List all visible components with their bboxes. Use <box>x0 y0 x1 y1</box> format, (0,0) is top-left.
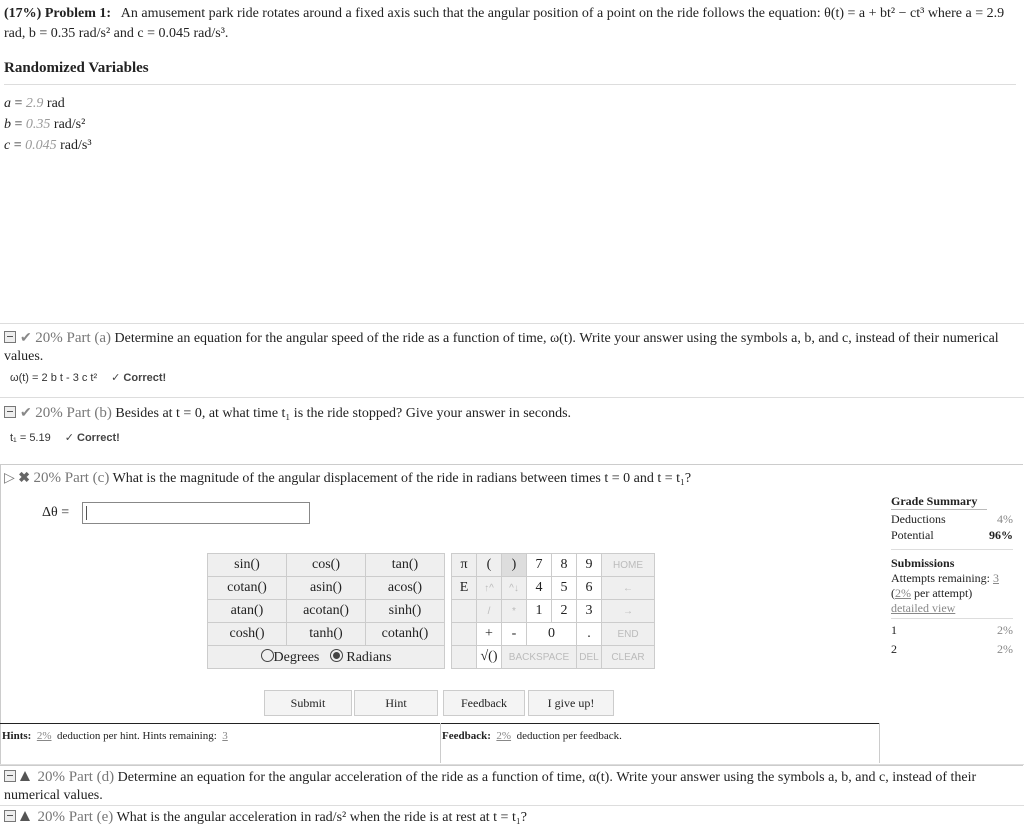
digit-5-button[interactable]: 5 <box>552 577 577 600</box>
part-c <box>4 469 1020 488</box>
check-icon: ✔ <box>20 406 32 421</box>
part-b-answer-value: 5.19 <box>29 432 51 444</box>
part-c-input-label: Δθ = <box>42 505 70 520</box>
collapse-icon[interactable] <box>4 331 16 343</box>
degrees-radio[interactable] <box>261 649 274 662</box>
digit-0-button[interactable]: 0 <box>527 623 577 646</box>
part-b-tag: 20% Part (b) <box>35 405 112 421</box>
warning-icon <box>20 771 30 781</box>
sin-button[interactable]: sin() <box>208 554 287 577</box>
expand-arrow-icon[interactable]: ▷ <box>4 471 15 486</box>
potential-row: Potential 96% <box>891 528 1013 542</box>
digit-4-button[interactable]: 4 <box>527 577 552 600</box>
submission-row: 2 2% <box>891 642 1013 656</box>
plus-button[interactable]: + <box>477 623 502 646</box>
feedback-button[interactable]: Feedback <box>443 690 525 716</box>
problem-percent: (17%) <box>4 6 42 21</box>
problem-statement <box>4 4 1020 44</box>
part-a-question: Determine an equation for the angular speed of the ride as a function of time, ω(t). Write your answer using the symbols a, b, and c, instead of their numerical values. <box>4 331 999 364</box>
problem-title: Problem 1: <box>44 6 112 21</box>
variable-b: b = 0.35 rad/s² <box>4 117 86 132</box>
divider <box>0 805 1024 806</box>
variable-a: a = 2.9 rad <box>4 96 65 111</box>
per-attempt: (2% per attempt) <box>891 586 973 600</box>
minus-button[interactable]: - <box>502 623 527 646</box>
correct-badge: ✓ Correct! <box>111 372 167 384</box>
digit-6-button[interactable]: 6 <box>577 577 602 600</box>
feedback-deduction: 2% <box>496 730 512 742</box>
text-cursor <box>86 506 87 520</box>
acotan-button[interactable]: acotan() <box>287 600 366 623</box>
clear-button[interactable]: CLEAR <box>602 646 655 669</box>
acos-button[interactable]: acos() <box>366 577 445 600</box>
part-d <box>4 768 1020 805</box>
home-button[interactable]: HOME <box>602 554 655 577</box>
part-b-question: Besides at t = 0, at what time t₁ is the ride stopped? Give your answer in seconds. <box>115 406 572 421</box>
detailed-view-link[interactable]: detailed view <box>891 601 956 615</box>
hints-remaining: 3 <box>222 730 228 742</box>
attempts-remaining: Attempts remaining: 3 <box>891 571 999 585</box>
angle-mode-selector <box>208 646 445 669</box>
cursor-right-button[interactable]: → <box>602 600 655 623</box>
radians-label: Radians <box>346 650 392 665</box>
randomized-variables-title: Randomized Variables <box>4 60 149 76</box>
superscript-up-button[interactable]: ↑^ <box>477 577 502 600</box>
variable-c: c = 0.045 rad/s³ <box>4 138 92 153</box>
divider <box>4 84 1016 85</box>
cosh-button[interactable]: cosh() <box>208 623 287 646</box>
cotan-button[interactable]: cotan() <box>208 577 287 600</box>
divide-button[interactable]: / <box>477 600 502 623</box>
tanh-button[interactable]: tanh() <box>287 623 366 646</box>
correct-badge: ✓ Correct! <box>64 432 120 444</box>
end-button[interactable]: END <box>602 623 655 646</box>
divider <box>879 723 880 763</box>
digit-1-button[interactable]: 1 <box>527 600 552 623</box>
part-e-question: What is the angular acceleration in rad/s² when the ride is at rest at t = t₁? <box>116 810 527 825</box>
check-icon: ✔ <box>20 331 32 346</box>
asin-button[interactable]: asin() <box>287 577 366 600</box>
problem-text: An amusement park ride rotates around a fixed axis such that the angular position of a point on the ride follows the equation: θ(t) = a + bt² − ct³ where a = 2.9 rad, b = 0.35 rad/s² and c = 0.045 rad/s³. <box>4 6 1005 41</box>
submissions-title: Submissions <box>891 556 955 570</box>
superscript-down-button[interactable]: ^↓ <box>502 577 527 600</box>
answer-input[interactable] <box>82 502 310 524</box>
hints-info: Hints: 2% deduction per hint. Hints remaining: 3 <box>2 730 228 742</box>
backspace-button[interactable]: BACKSPACE <box>502 646 577 669</box>
del-button[interactable]: DEL <box>577 646 602 669</box>
deductions-row: Deductions 4% <box>891 512 1013 526</box>
divider <box>0 723 440 724</box>
multiply-button[interactable]: * <box>502 600 527 623</box>
cursor-left-button[interactable]: ← <box>602 577 655 600</box>
feedback-info: Feedback: 2% deduction per feedback. <box>442 730 622 742</box>
part-d-tag: 20% Part (d) <box>37 769 115 785</box>
divider <box>440 723 441 763</box>
digit-2-button[interactable]: 2 <box>552 600 577 623</box>
collapse-icon[interactable] <box>4 406 16 418</box>
part-d-question: Determine an equation for the angular acceleration of the ride as a function of time, α(t). Write your answer using the symbols a, b, and c, instead of their numerical values. <box>4 770 977 803</box>
sqrt-button[interactable]: √() <box>477 646 502 669</box>
part-e-tag: 20% Part (e) <box>37 809 114 825</box>
part-c-tag: 20% Part (c) <box>33 470 110 486</box>
digit-7-button[interactable]: 7 <box>527 554 552 577</box>
radians-radio[interactable] <box>330 649 343 662</box>
digit-9-button[interactable]: 9 <box>577 554 602 577</box>
tan-button[interactable]: tan() <box>366 554 445 577</box>
decimal-button[interactable]: . <box>577 623 602 646</box>
part-a <box>4 329 1020 366</box>
e-button[interactable]: E <box>452 577 477 600</box>
part-a-answer-value: 2 b t - 3 c t² <box>41 372 98 384</box>
close-paren-button[interactable]: ) <box>502 554 527 577</box>
deductions-value: 4% <box>997 512 1013 526</box>
collapse-icon[interactable] <box>4 770 16 782</box>
divider <box>440 723 880 724</box>
part-b <box>4 404 1020 423</box>
grade-summary <box>891 494 1013 658</box>
part-a-tag: 20% Part (a) <box>35 330 112 346</box>
part-a-answer: ω(t) = 2 b t - 3 c t² ✓ Correct! <box>10 372 167 384</box>
sinh-button[interactable]: sinh() <box>366 600 445 623</box>
atan-button[interactable]: atan() <box>208 600 287 623</box>
divider <box>0 323 1024 324</box>
divider <box>0 397 1024 398</box>
grade-summary-title: Grade Summary <box>891 494 987 510</box>
potential-value: 96% <box>989 528 1013 542</box>
part-c-question: What is the magnitude of the angular displacement of the ride in radians between times t = 0 and t = t₁? <box>112 471 692 486</box>
cos-button[interactable]: cos() <box>287 554 366 577</box>
hint-deduction: 2% <box>36 730 52 742</box>
digit-3-button[interactable]: 3 <box>577 600 602 623</box>
give-up-button[interactable]: I give up! <box>528 690 614 716</box>
hint-button[interactable]: Hint <box>354 690 438 716</box>
warning-icon <box>20 811 30 821</box>
degrees-label: Degrees <box>273 650 320 665</box>
pi-button[interactable]: π <box>452 554 477 577</box>
calculator-keypad <box>207 553 655 669</box>
digit-8-button[interactable]: 8 <box>552 554 577 577</box>
divider <box>0 764 1024 765</box>
part-b-answer: t₁ = 5.19 ✓ Correct! <box>10 432 120 444</box>
open-paren-button[interactable]: ( <box>477 554 502 577</box>
submit-button[interactable]: Submit <box>264 690 352 716</box>
submission-row: 1 2% <box>891 623 1013 637</box>
cotanh-button[interactable]: cotanh() <box>366 623 445 646</box>
part-e <box>4 808 1020 827</box>
collapse-icon[interactable] <box>4 810 16 822</box>
cross-icon: ✖ <box>18 471 31 486</box>
